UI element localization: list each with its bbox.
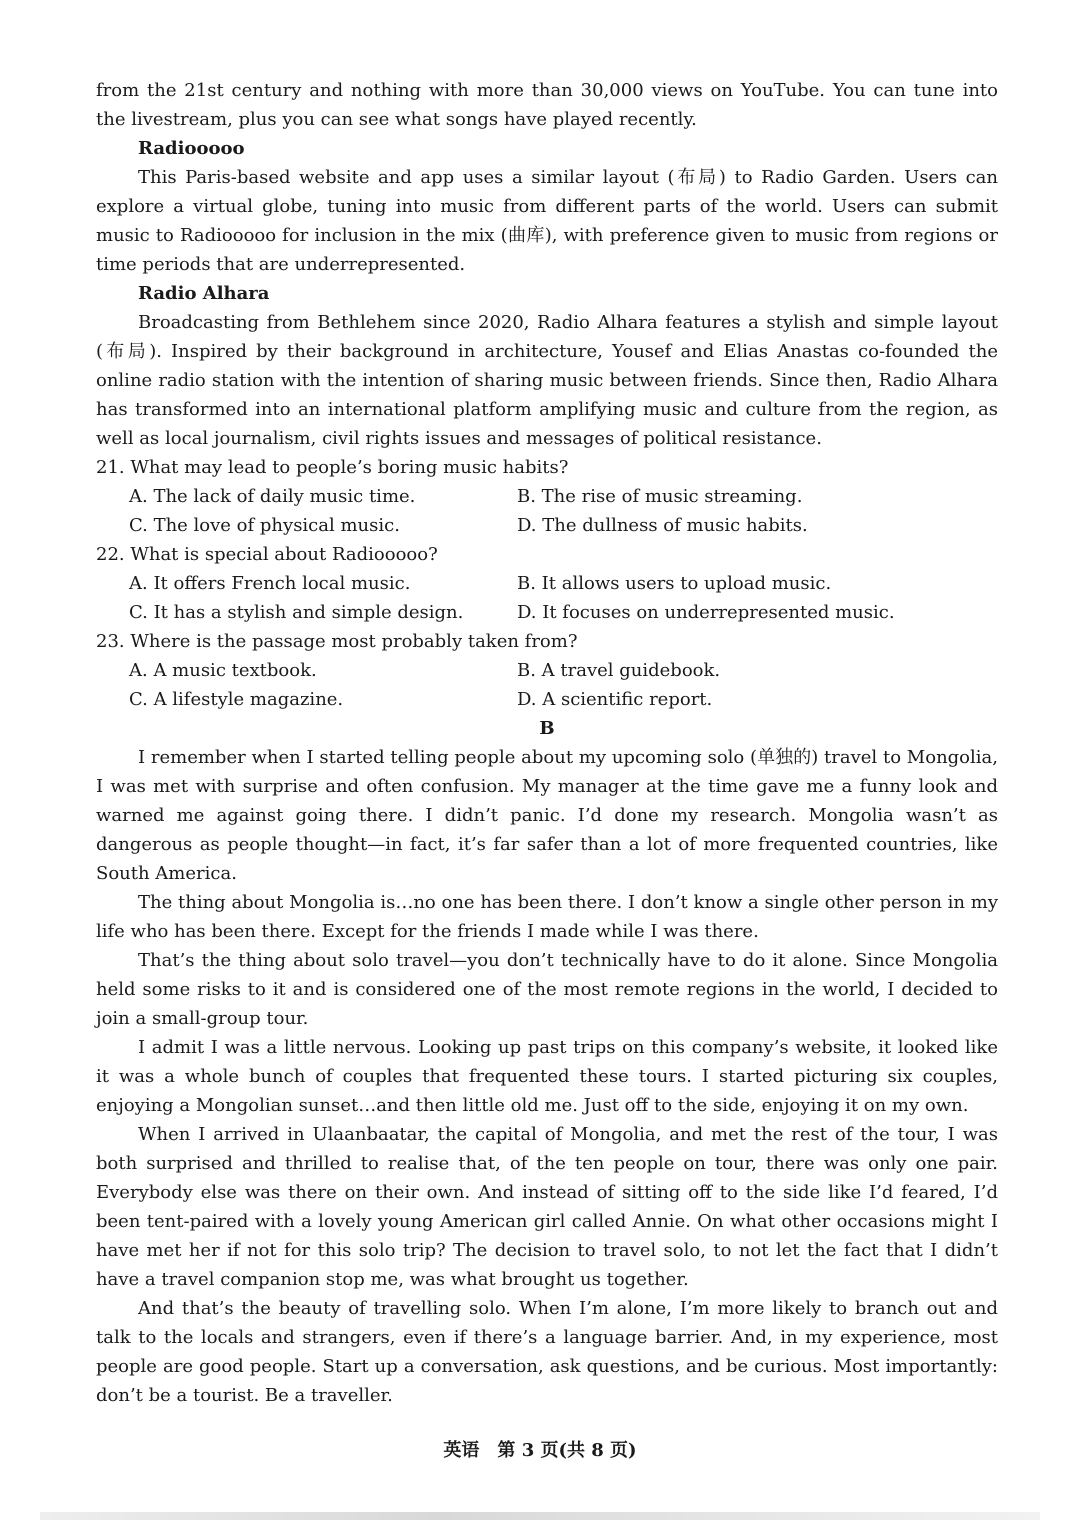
exam-page: [96, 76, 998, 1410]
question-options: [96, 482, 998, 540]
question-21: [96, 453, 998, 540]
option-a: A. A music textbook.: [129, 660, 317, 681]
scan-edge-shadow: [40, 1512, 1040, 1520]
option-c: C. The love of physical music.: [129, 515, 400, 536]
section-b-paragraph-1: I remember when I started telling people about my upcoming solo (单独的) travel to Mongolia, I was met with surprise and often confusion. My manager at the time gave me a funny look and warned me against going there. I didn’t panic. I’d done my research. Mongolia wasn’t as dangerous as people thought—in fact, it’s far safer than a lot of more frequented countries, like South America.: [96, 747, 998, 884]
option-a: A. The lack of daily music time.: [129, 486, 416, 507]
radiooooo-heading: Radiooooo: [138, 138, 245, 159]
option-d: D. A scientific report.: [517, 689, 713, 710]
option-c: C. It has a stylish and simple design.: [129, 602, 464, 623]
option-b: B. The rise of music streaming.: [517, 486, 803, 507]
radiooooo-paragraph: This Paris-based website and app uses a similar layout (布局) to Radio Garden. Users can explore a virtual globe, tuning into music from different parts of the world. Users can submit music to Radiooooo for inclusion in the mix (曲库), with preference given to music from regions or time periods that are underrepresented.: [96, 167, 998, 275]
option-d: D. The dullness of music habits.: [517, 515, 808, 536]
question-options: [96, 569, 998, 627]
question-23: [96, 627, 998, 714]
question-options: [96, 656, 998, 714]
passage-a-continuation: from the 21st century and nothing with more than 30,000 views on YouTube. You can tune into the livestream, plus you can see what songs have played recently.: [96, 80, 998, 130]
option-a: A. It offers French local music.: [129, 573, 411, 594]
question-stem: 23. Where is the passage most probably taken from?: [96, 631, 578, 652]
question-22: [96, 540, 998, 627]
section-b-paragraph-6: And that’s the beauty of travelling solo. When I’m alone, I’m more likely to branch out and talk to the locals and strangers, even if there’s a language barrier. And, in my experience, most people are good people. Start up a conversation, ask questions, and be curious. Most importantly: don’t be a tourist. Be a traveller.: [96, 1298, 998, 1406]
section-b-paragraph-3: That’s the thing about solo travel—you don’t technically have to do it alone. Since Mongolia held some risks to it and is considered one of the most remote regions in the world, I decided to join a small-group tour.: [96, 950, 998, 1029]
page-footer: 英语 第 3 页(共 8 页): [443, 1440, 637, 1461]
radio-alhara-paragraph: Broadcasting from Bethlehem since 2020, Radio Alhara features a stylish and simple layout (布局). Inspired by their background in architecture, Yousef and Elias Anastas co-founded the online radio station with the intention of sharing music between friends. Since then, Radio Alhara has transformed into an international platform amplifying music and culture from the region, as well as local journalism, civil rights issues and messages of political resistance.: [96, 312, 998, 449]
option-b: B. A travel guidebook.: [517, 660, 721, 681]
option-c: C. A lifestyle magazine.: [129, 689, 344, 710]
section-b-paragraph-2: The thing about Mongolia is…no one has been there. I don’t know a single other person in my life who has been there. Except for the friends I made while I was there.: [96, 892, 998, 942]
option-d: D. It focuses on underrepresented music.: [517, 602, 895, 623]
section-b-paragraph-4: I admit I was a little nervous. Looking up past trips on this company’s website, it looked like it was a whole bunch of couples that frequented these tours. I started picturing six couples, enjoying a Mongolian sunset…and then little old me. Just off to the side, enjoying it on my own.: [96, 1037, 998, 1116]
question-stem: 21. What may lead to people’s boring music habits?: [96, 457, 569, 478]
option-b: B. It allows users to upload music.: [517, 573, 832, 594]
question-stem: 22. What is special about Radiooooo?: [96, 544, 438, 565]
section-b-paragraph-5: When I arrived in Ulaanbaatar, the capital of Mongolia, and met the rest of the tour, I was both surprised and thrilled to realise that, of the ten people on tour, there was only one pair. Everybody else was there on their own. And instead of sitting off to the side like I’d feared, I’d been tent-paired with a lovely young American girl called Annie. On what other occasions might I have met her if not for this solo trip? The decision to travel solo, to not let the fact that I didn’t have a travel companion stop me, was what brought us together.: [96, 1124, 998, 1290]
radio-alhara-heading: Radio Alhara: [138, 283, 270, 304]
section-b-label: B: [539, 718, 555, 739]
